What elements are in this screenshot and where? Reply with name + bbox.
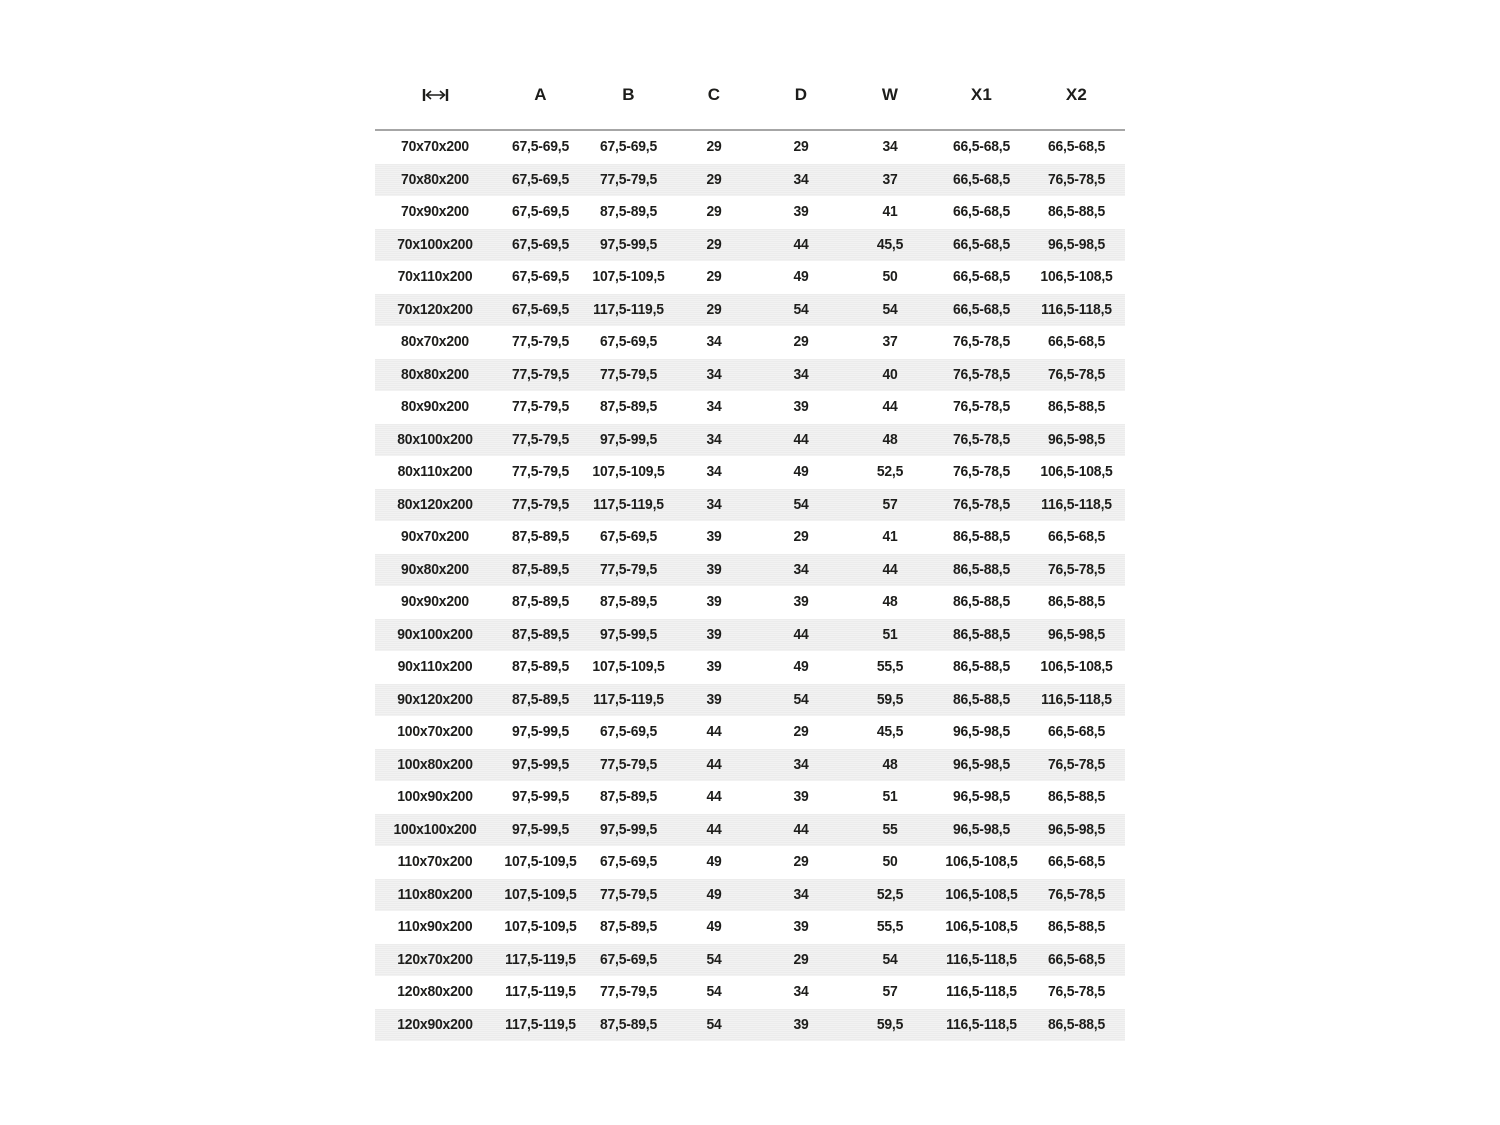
row-size-label: 70x80x200 bbox=[401, 171, 469, 188]
column-header-x2: X2 bbox=[1065, 84, 1088, 104]
table-row bbox=[375, 456, 1125, 489]
cell-C: 54 bbox=[706, 1016, 722, 1033]
cell-D: 34 bbox=[793, 561, 809, 578]
table-row bbox=[375, 846, 1125, 879]
cell-D: 34 bbox=[793, 171, 809, 188]
cell-A: 107,5-109,5 bbox=[504, 886, 577, 903]
cell-A: 77,5-79,5 bbox=[511, 366, 570, 383]
cell-A: 87,5-89,5 bbox=[511, 659, 570, 676]
cell-C: 54 bbox=[706, 984, 722, 1001]
cell-B: 77,5-79,5 bbox=[599, 171, 658, 188]
cell-A: 107,5-109,5 bbox=[504, 854, 577, 871]
cell-B: 67,5-69,5 bbox=[599, 334, 658, 351]
cell-W: 57 bbox=[882, 984, 898, 1001]
cell-B: 87,5-89,5 bbox=[599, 789, 658, 806]
row-size-label: 100x70x200 bbox=[397, 724, 473, 741]
cell-B: 77,5-79,5 bbox=[599, 756, 658, 773]
cell-D: 44 bbox=[793, 431, 809, 448]
row-size-label: 120x90x200 bbox=[397, 1016, 473, 1033]
cell-A: 87,5-89,5 bbox=[511, 626, 570, 643]
cell-W: 59,5 bbox=[876, 1016, 904, 1033]
column-header-d: D bbox=[794, 84, 808, 104]
cell-X1: 66,5-68,5 bbox=[952, 236, 1011, 253]
table-row bbox=[375, 326, 1125, 359]
cell-W: 41 bbox=[882, 204, 898, 221]
cell-C: 34 bbox=[706, 399, 722, 416]
table-row bbox=[375, 359, 1125, 392]
cell-D: 39 bbox=[793, 789, 809, 806]
cell-B: 117,5-119,5 bbox=[593, 301, 664, 318]
cell-C: 54 bbox=[706, 951, 722, 968]
cell-A: 87,5-89,5 bbox=[511, 561, 570, 578]
table-row bbox=[375, 911, 1125, 944]
cell-X2: 66,5-68,5 bbox=[1047, 139, 1106, 156]
cell-W: 51 bbox=[882, 626, 898, 643]
cell-W: 34 bbox=[882, 139, 898, 156]
cell-W: 48 bbox=[882, 594, 898, 611]
table-row bbox=[375, 586, 1125, 619]
cell-W: 54 bbox=[882, 301, 898, 318]
cell-W: 57 bbox=[882, 496, 898, 513]
cell-B: 97,5-99,5 bbox=[599, 431, 658, 448]
column-header-x1: X1 bbox=[970, 84, 993, 104]
table-row bbox=[375, 684, 1125, 717]
row-size-label: 80x90x200 bbox=[401, 399, 469, 416]
cell-C: 44 bbox=[706, 756, 722, 773]
cell-X2: 66,5-68,5 bbox=[1047, 334, 1106, 351]
cell-W: 48 bbox=[882, 756, 898, 773]
cell-C: 29 bbox=[706, 301, 722, 318]
cell-C: 34 bbox=[706, 464, 722, 481]
row-size-label: 70x120x200 bbox=[397, 301, 473, 318]
cell-D: 39 bbox=[793, 919, 809, 936]
cell-D: 29 bbox=[793, 854, 809, 871]
row-size-label: 80x100x200 bbox=[397, 431, 473, 448]
column-header-b: B bbox=[622, 84, 635, 104]
cell-X1: 66,5-68,5 bbox=[952, 139, 1011, 156]
cell-X2: 66,5-68,5 bbox=[1047, 951, 1106, 968]
cell-X2: 86,5-88,5 bbox=[1047, 919, 1106, 936]
cell-B: 77,5-79,5 bbox=[599, 561, 658, 578]
cell-W: 48 bbox=[882, 431, 898, 448]
cell-X1: 76,5-78,5 bbox=[952, 399, 1011, 416]
cell-X1: 86,5-88,5 bbox=[952, 626, 1011, 643]
cell-W: 50 bbox=[882, 854, 898, 871]
cell-X1: 96,5-98,5 bbox=[952, 724, 1011, 741]
cell-X2: 96,5-98,5 bbox=[1047, 821, 1106, 838]
table-row bbox=[375, 781, 1125, 814]
cell-W: 37 bbox=[882, 171, 898, 188]
cell-X1: 116,5-118,5 bbox=[946, 951, 1017, 968]
cell-A: 97,5-99,5 bbox=[511, 756, 570, 773]
cell-X2: 86,5-88,5 bbox=[1047, 399, 1106, 416]
cell-C: 29 bbox=[706, 139, 722, 156]
cell-D: 34 bbox=[793, 886, 809, 903]
cell-W: 55,5 bbox=[876, 919, 904, 936]
size-column-header bbox=[375, 87, 495, 103]
row-size-label: 90x70x200 bbox=[401, 529, 469, 546]
cell-D: 39 bbox=[793, 1016, 809, 1033]
cell-B: 87,5-89,5 bbox=[599, 1016, 658, 1033]
cell-D: 44 bbox=[793, 236, 809, 253]
cell-X2: 116,5-118,5 bbox=[1041, 691, 1112, 708]
cell-X2: 86,5-88,5 bbox=[1047, 789, 1106, 806]
cell-B: 87,5-89,5 bbox=[599, 399, 658, 416]
cell-X2: 66,5-68,5 bbox=[1047, 724, 1106, 741]
cell-X1: 76,5-78,5 bbox=[952, 366, 1011, 383]
row-size-label: 110x90x200 bbox=[397, 919, 473, 936]
cell-X1: 66,5-68,5 bbox=[952, 204, 1011, 221]
cell-B: 97,5-99,5 bbox=[599, 626, 658, 643]
cell-C: 29 bbox=[706, 204, 722, 221]
cell-W: 54 bbox=[882, 951, 898, 968]
cell-X1: 106,5-108,5 bbox=[945, 854, 1018, 871]
cell-C: 29 bbox=[706, 236, 722, 253]
cell-D: 49 bbox=[793, 464, 809, 481]
cell-D: 44 bbox=[793, 821, 809, 838]
table-row bbox=[375, 1009, 1125, 1042]
table-row bbox=[375, 261, 1125, 294]
cell-C: 44 bbox=[706, 724, 722, 741]
cell-A: 77,5-79,5 bbox=[511, 431, 570, 448]
cell-D: 34 bbox=[793, 984, 809, 1001]
cell-A: 117,5-119,5 bbox=[505, 984, 576, 1001]
cell-B: 97,5-99,5 bbox=[599, 236, 658, 253]
cell-C: 39 bbox=[706, 529, 722, 546]
row-size-label: 70x100x200 bbox=[397, 236, 473, 253]
cell-C: 49 bbox=[706, 854, 722, 871]
cell-X2: 106,5-108,5 bbox=[1040, 659, 1113, 676]
cell-A: 87,5-89,5 bbox=[511, 529, 570, 546]
cell-B: 77,5-79,5 bbox=[599, 366, 658, 383]
cell-X2: 86,5-88,5 bbox=[1047, 594, 1106, 611]
cell-A: 77,5-79,5 bbox=[511, 399, 570, 416]
cell-X1: 66,5-68,5 bbox=[952, 301, 1011, 318]
cell-X1: 86,5-88,5 bbox=[952, 594, 1011, 611]
cell-B: 117,5-119,5 bbox=[593, 496, 664, 513]
cell-A: 97,5-99,5 bbox=[511, 821, 570, 838]
cell-W: 37 bbox=[882, 334, 898, 351]
cell-B: 67,5-69,5 bbox=[599, 854, 658, 871]
cell-X2: 106,5-108,5 bbox=[1040, 269, 1113, 286]
table-row bbox=[375, 651, 1125, 684]
cell-C: 34 bbox=[706, 496, 722, 513]
cell-X2: 76,5-78,5 bbox=[1047, 366, 1106, 383]
row-size-label: 70x110x200 bbox=[397, 269, 473, 286]
cell-C: 39 bbox=[706, 594, 722, 611]
cell-A: 67,5-69,5 bbox=[511, 236, 570, 253]
table-row bbox=[375, 229, 1125, 262]
cell-W: 45,5 bbox=[876, 724, 904, 741]
cell-C: 49 bbox=[706, 919, 722, 936]
cell-B: 87,5-89,5 bbox=[599, 919, 658, 936]
cell-W: 50 bbox=[882, 269, 898, 286]
cell-A: 77,5-79,5 bbox=[511, 496, 570, 513]
row-size-label: 70x70x200 bbox=[401, 139, 469, 156]
cell-C: 39 bbox=[706, 626, 722, 643]
row-size-label: 110x70x200 bbox=[397, 854, 473, 871]
cell-X1: 66,5-68,5 bbox=[952, 269, 1011, 286]
table-row bbox=[375, 521, 1125, 554]
row-size-label: 80x80x200 bbox=[401, 366, 469, 383]
cell-X1: 116,5-118,5 bbox=[946, 984, 1017, 1001]
cell-B: 107,5-109,5 bbox=[592, 464, 665, 481]
cell-X1: 76,5-78,5 bbox=[952, 431, 1011, 448]
table-row bbox=[375, 294, 1125, 327]
cell-X2: 76,5-78,5 bbox=[1047, 886, 1106, 903]
cell-W: 41 bbox=[882, 529, 898, 546]
cell-W: 44 bbox=[882, 561, 898, 578]
cell-X1: 86,5-88,5 bbox=[952, 561, 1011, 578]
row-size-label: 90x110x200 bbox=[397, 659, 473, 676]
cell-C: 49 bbox=[706, 886, 722, 903]
cell-A: 107,5-109,5 bbox=[504, 919, 577, 936]
cell-X2: 66,5-68,5 bbox=[1047, 854, 1106, 871]
table-row bbox=[375, 424, 1125, 457]
cell-A: 87,5-89,5 bbox=[511, 691, 570, 708]
row-size-label: 100x100x200 bbox=[393, 821, 477, 838]
cell-D: 54 bbox=[793, 691, 809, 708]
cell-X2: 96,5-98,5 bbox=[1047, 626, 1106, 643]
row-size-label: 80x70x200 bbox=[401, 334, 469, 351]
table-row bbox=[375, 554, 1125, 587]
cell-X1: 106,5-108,5 bbox=[945, 919, 1018, 936]
cell-X1: 66,5-68,5 bbox=[952, 171, 1011, 188]
cell-X2: 116,5-118,5 bbox=[1041, 301, 1112, 318]
dimensions-table bbox=[375, 60, 1125, 1041]
cell-C: 34 bbox=[706, 431, 722, 448]
cell-A: 77,5-79,5 bbox=[511, 334, 570, 351]
cell-W: 52,5 bbox=[876, 464, 904, 481]
cell-X1: 86,5-88,5 bbox=[952, 529, 1011, 546]
table-row bbox=[375, 131, 1125, 164]
table-row bbox=[375, 391, 1125, 424]
cell-C: 39 bbox=[706, 691, 722, 708]
row-size-label: 120x70x200 bbox=[397, 951, 473, 968]
cell-B: 107,5-109,5 bbox=[592, 269, 665, 286]
cell-B: 67,5-69,5 bbox=[599, 529, 658, 546]
cell-B: 67,5-69,5 bbox=[599, 951, 658, 968]
cell-B: 77,5-79,5 bbox=[599, 984, 658, 1001]
cell-W: 55 bbox=[882, 821, 898, 838]
cell-C: 29 bbox=[706, 269, 722, 286]
cell-D: 44 bbox=[793, 626, 809, 643]
table-row bbox=[375, 489, 1125, 522]
cell-B: 67,5-69,5 bbox=[599, 139, 658, 156]
cell-D: 29 bbox=[793, 724, 809, 741]
table-row bbox=[375, 944, 1125, 977]
row-size-label: 100x90x200 bbox=[397, 789, 473, 806]
row-size-label: 80x110x200 bbox=[397, 464, 473, 481]
row-size-label: 90x80x200 bbox=[401, 561, 469, 578]
cell-D: 54 bbox=[793, 301, 809, 318]
table-row bbox=[375, 619, 1125, 652]
cell-X1: 76,5-78,5 bbox=[952, 334, 1011, 351]
cell-X1: 106,5-108,5 bbox=[945, 886, 1018, 903]
cell-W: 44 bbox=[882, 399, 898, 416]
cell-B: 67,5-69,5 bbox=[599, 724, 658, 741]
cell-A: 117,5-119,5 bbox=[505, 1016, 576, 1033]
row-size-label: 70x90x200 bbox=[401, 204, 469, 221]
table-body bbox=[375, 131, 1125, 1041]
cell-A: 77,5-79,5 bbox=[511, 464, 570, 481]
cell-A: 67,5-69,5 bbox=[511, 269, 570, 286]
cell-X2: 66,5-68,5 bbox=[1047, 529, 1106, 546]
cell-B: 117,5-119,5 bbox=[593, 691, 664, 708]
cell-B: 87,5-89,5 bbox=[599, 594, 658, 611]
table-row bbox=[375, 976, 1125, 1009]
cell-D: 29 bbox=[793, 334, 809, 351]
horizontal-dimension-icon bbox=[422, 87, 449, 103]
cell-A: 67,5-69,5 bbox=[511, 301, 570, 318]
table-header-row bbox=[375, 60, 1125, 131]
cell-D: 39 bbox=[793, 594, 809, 611]
cell-D: 34 bbox=[793, 756, 809, 773]
cell-X2: 76,5-78,5 bbox=[1047, 756, 1106, 773]
row-size-label: 110x80x200 bbox=[397, 886, 473, 903]
cell-X2: 106,5-108,5 bbox=[1040, 464, 1113, 481]
cell-B: 87,5-89,5 bbox=[599, 204, 658, 221]
cell-X2: 76,5-78,5 bbox=[1047, 984, 1106, 1001]
cell-D: 39 bbox=[793, 399, 809, 416]
column-header-a: A bbox=[534, 84, 547, 104]
cell-X2: 76,5-78,5 bbox=[1047, 171, 1106, 188]
column-header-w: W bbox=[881, 84, 899, 104]
cell-A: 67,5-69,5 bbox=[511, 204, 570, 221]
cell-X2: 86,5-88,5 bbox=[1047, 1016, 1106, 1033]
cell-A: 97,5-99,5 bbox=[511, 724, 570, 741]
table-row bbox=[375, 749, 1125, 782]
cell-X2: 76,5-78,5 bbox=[1047, 561, 1106, 578]
cell-W: 51 bbox=[882, 789, 898, 806]
cell-B: 107,5-109,5 bbox=[592, 659, 665, 676]
cell-X1: 86,5-88,5 bbox=[952, 659, 1011, 676]
table-row bbox=[375, 164, 1125, 197]
cell-W: 52,5 bbox=[876, 886, 904, 903]
row-size-label: 120x80x200 bbox=[397, 984, 473, 1001]
cell-W: 55,5 bbox=[876, 659, 904, 676]
cell-C: 34 bbox=[706, 366, 722, 383]
cell-C: 44 bbox=[706, 789, 722, 806]
cell-X1: 86,5-88,5 bbox=[952, 691, 1011, 708]
cell-B: 97,5-99,5 bbox=[599, 821, 658, 838]
cell-A: 97,5-99,5 bbox=[511, 789, 570, 806]
cell-A: 67,5-69,5 bbox=[511, 139, 570, 156]
cell-X2: 96,5-98,5 bbox=[1047, 236, 1106, 253]
row-size-label: 80x120x200 bbox=[397, 496, 473, 513]
cell-X2: 86,5-88,5 bbox=[1047, 204, 1106, 221]
cell-X2: 116,5-118,5 bbox=[1041, 496, 1112, 513]
table-row bbox=[375, 196, 1125, 229]
cell-D: 49 bbox=[793, 659, 809, 676]
cell-A: 117,5-119,5 bbox=[505, 951, 576, 968]
cell-C: 29 bbox=[706, 171, 722, 188]
cell-X1: 116,5-118,5 bbox=[946, 1016, 1017, 1033]
cell-D: 29 bbox=[793, 951, 809, 968]
cell-D: 29 bbox=[793, 139, 809, 156]
cell-W: 59,5 bbox=[876, 691, 904, 708]
row-size-label: 100x80x200 bbox=[397, 756, 473, 773]
cell-X1: 76,5-78,5 bbox=[952, 496, 1011, 513]
cell-W: 40 bbox=[882, 366, 898, 383]
cell-A: 67,5-69,5 bbox=[511, 171, 570, 188]
cell-X2: 96,5-98,5 bbox=[1047, 431, 1106, 448]
row-size-label: 90x90x200 bbox=[401, 594, 469, 611]
row-size-label: 90x120x200 bbox=[397, 691, 473, 708]
cell-W: 45,5 bbox=[876, 236, 904, 253]
cell-D: 39 bbox=[793, 204, 809, 221]
cell-B: 77,5-79,5 bbox=[599, 886, 658, 903]
cell-D: 54 bbox=[793, 496, 809, 513]
cell-X1: 76,5-78,5 bbox=[952, 464, 1011, 481]
cell-C: 39 bbox=[706, 659, 722, 676]
cell-C: 44 bbox=[706, 821, 722, 838]
cell-D: 29 bbox=[793, 529, 809, 546]
cell-X1: 96,5-98,5 bbox=[952, 821, 1011, 838]
cell-D: 34 bbox=[793, 366, 809, 383]
cell-X1: 96,5-98,5 bbox=[952, 789, 1011, 806]
table-row bbox=[375, 814, 1125, 847]
cell-X1: 96,5-98,5 bbox=[952, 756, 1011, 773]
table-row bbox=[375, 879, 1125, 912]
column-header-c: C bbox=[707, 84, 721, 104]
row-size-label: 90x100x200 bbox=[397, 626, 473, 643]
table-row bbox=[375, 716, 1125, 749]
cell-D: 49 bbox=[793, 269, 809, 286]
cell-A: 87,5-89,5 bbox=[511, 594, 570, 611]
cell-C: 39 bbox=[706, 561, 722, 578]
cell-C: 34 bbox=[706, 334, 722, 351]
